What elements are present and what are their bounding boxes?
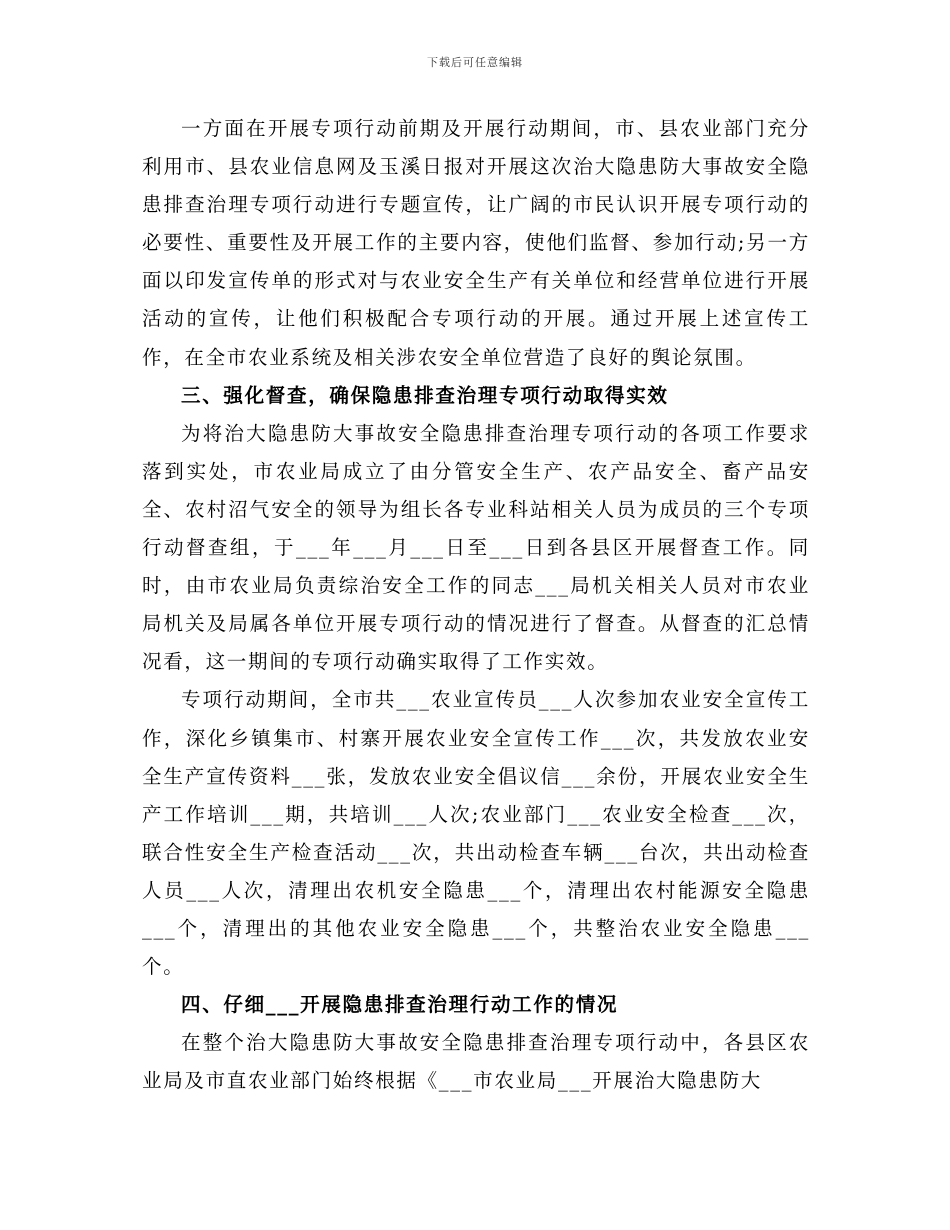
section-heading-3: 三、强化督查，确保隐患排查治理专项行动取得实效 (181, 383, 669, 407)
paragraph-inspection: 为将治大隐患防大事故安全隐患排查治理专项行动的各项工作要求落到实处，市农业局成立了由分管安全生产、农产品安全、畜产品安全、农村沼气安全的领导为组长各专业科站相关人员为成员的三个专项行动督查组，于___年___月___日至___日到各县区开展督查工作。同时，由市农业局负责综治安全工作的同志___局机关相关人员对市农业局机关及局属各单位开展专项行动的情况进行了督查。从督查的汇总情况看，这一期间的专项行动确实取得了工作实效。 (142, 421, 810, 674)
paragraph-publicity: 一方面在开展专项行动前期及开展行动期间，市、县农业部门充分利用市、县农业信息网及玉溪日报对开展这次治大隐患防大事故安全隐患排查治理专项行动进行专题宣传，让广阔的市民认识开展专项行动的必要性、重要性及开展工作的主要内容，使他们监督、参加行动;另一方面以印发宣传单的形式对与农业安全生产有关单位和经营单位进行开展活动的宣传，让他们积极配合专项行动的开展。通过开展上述宣传工作，在全市农业系统及相关涉农安全单位营造了良好的舆论氛围。 (142, 117, 810, 369)
paragraph-statistics: 专项行动期间，全市共___农业宣传员___人次参加农业安全宣传工作，深化乡镇集市、村寨开展农业安全宣传工作___次，共发放农业安全生产宣传资料___张，发放农业安全倡议信___余份，开展农业安全生产工作培训___期，共培训___人次;农业部门___农业安全检查___次，联合性安全生产检查活动___次，共出动检查车辆___台次，共出动检查人员___人次，清理出农机安全隐患___个，清理出农村能源安全隐患___个，清理出的其他农业安全隐患___个，共整治农业安全隐患___个。 (142, 688, 810, 979)
section-heading-4: 四、仔细___开展隐患排查治理行动工作的情况 (181, 993, 619, 1017)
paragraph-rectification: 在整个治大隐患防大事故安全隐患排查治理专项行动中，各县区农业局及市直农业部门始终根据《___市农业局___开展治大隐患防大 (142, 1031, 810, 1093)
document-body (142, 110, 810, 1100)
page-header: 下载后可任意编辑 (427, 56, 523, 69)
